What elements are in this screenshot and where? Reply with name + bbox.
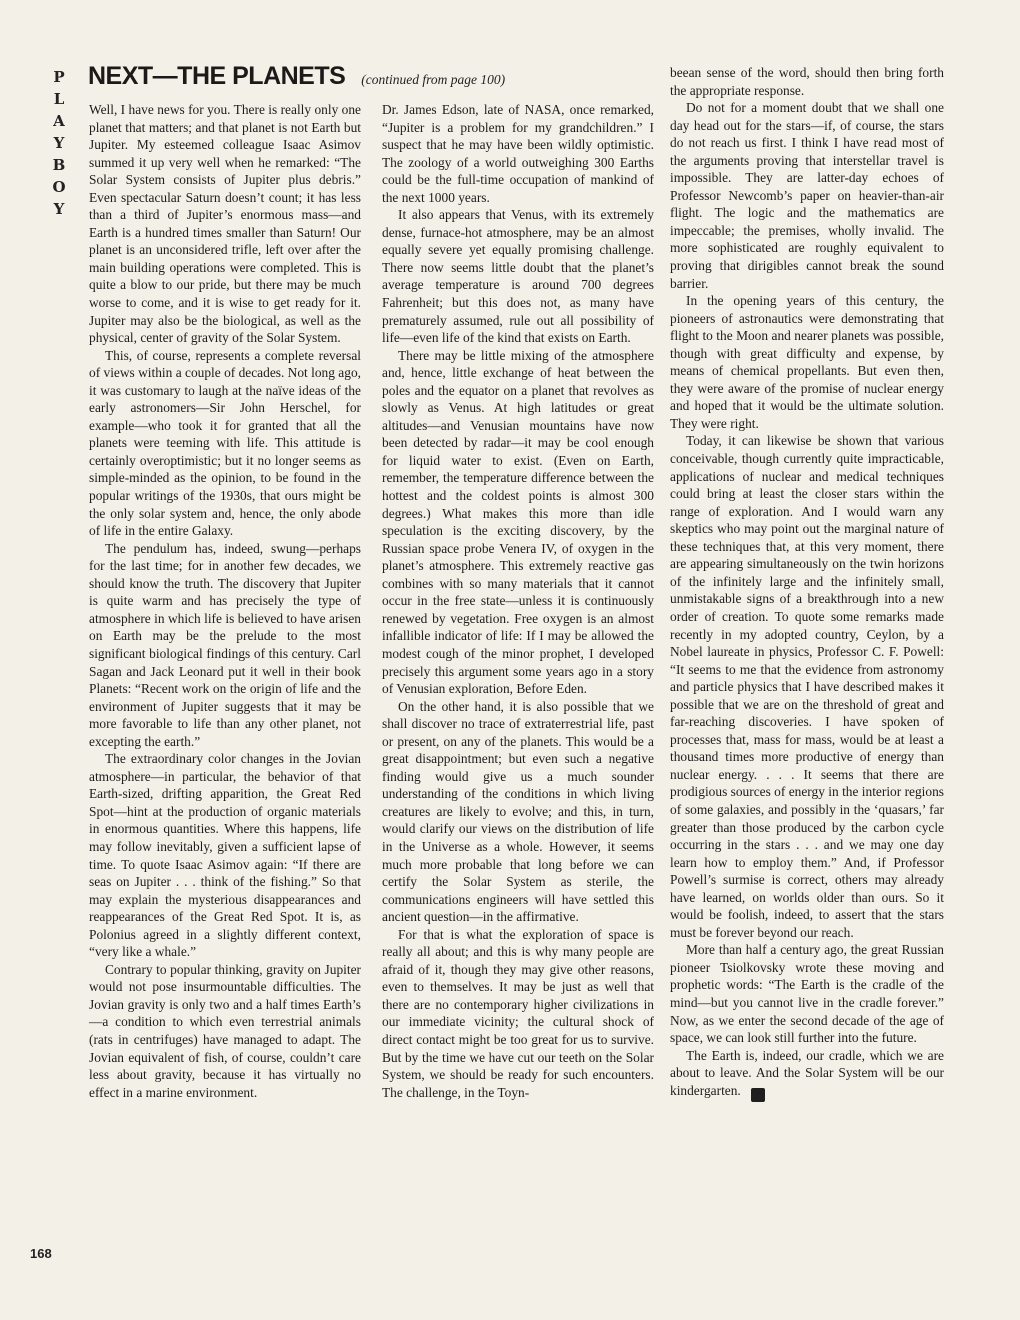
paragraph: Dr. James Edson, late of NASA, once remarked, “Jupiter is a problem for my grandchildren.” I suspect that he may have been wildly optimistic. The zoology of a world outweighing 300 Earths could be the full-time occupation of mankind of the next 1000 years.	[382, 102, 654, 205]
paragraph: Today, it can likewise be shown that various conceivable, though currently quite impracticable, applications of nuclear and medical techniques could bring at least the closer stars within the range of exploration. And I would warn any skeptics who may point out the marginal nature of these techniques that, at this very moment, there are appearing simultaneously on the twin horizons of the infinitely large and the infinitely small, unmistakable signs of a breakthrough into a new order of creation. To quote some remarks made recently in my adopted country, Ceylon, by a Nobel laureate in physics, Professor C. F. Powell: “It seems to me that the evidence from astronomy and particle physics that I have described makes it possible that we are on the threshold of great and far-reaching discoveries. I have spoken of processes that, mass for mass, would be at least a thousand times more productive of energy than nuclear energy. . . . It seems that there are prodigious sources of energy in the interior regions of some galaxies, and possibly in the ‘quasars,’ far greater than those produced by the carbon cycle occurring in the stars . . . and we may one day learn how to employ them.” And, if Professor Powell’s surmise is correct, others may already have learned, on worlds older than ours. So it would be foolish, indeed, to assert that the stars must be forever beyond our reach.	[670, 433, 944, 940]
rabbit-head-end-mark-icon: ♠	[751, 1088, 765, 1102]
paragraph: This, of course, represents a complete reversal of views within a couple of decades. Not long ago, it was customary to laugh at the naïve ideas of the early astronomers—Sir John Herschel, for example—who took it for granted that all the planets were teeming with life. This attitude is certainly overoptimistic; but it no longer seems as simple-minded as the opinion, to be found in the popular writings of the 1930s, that ours might be the only solar system and, hence, the only abode of life in the entire Galaxy.	[89, 347, 361, 539]
paragraph: On the other hand, it is also possible that we shall discover no trace of extraterrestrial life, past or present, on any of the planets. This would be a great disappointment; but even such a negative finding would give us a much sounder understanding of the conditions in which living creatures are likely to evolve; and this, in turn, would clarify our views on the distribution of life in the Universe as a whole. However, it seems much more probable that long before we can certify the Solar System as sterile, the communications engineers will have settled this ancient question—in the affirmative.	[382, 698, 654, 925]
paragraph: The pendulum has, indeed, swung—perhaps for the last time; for in another few decades, we should know the truth. The discovery that Jupiter is quite warm and has precisely the type of atmosphere in which life is believed to have arisen on Earth may be the prelude to the most significant biological findings of this century. Carl Sagan and Jack Leonard put it well in their book Planets: “Recent work on the origin of life and the environment of Jupiter suggests that it may be more favorable to life than any other planet, not excepting the earth.”	[89, 540, 361, 749]
paragraph: Well, I have news for you. There is really only one planet that matters; and that planet is not Earth but Jupiter. My esteemed colleague Isaac Asimov summed it up very well when he remarked: “The Solar System consists of Jupiter plus debris.” Even spectacular Saturn doesn’t count; it has less than a third of Jupiter’s enormous mass—and Earth is a hundred times smaller than Saturn! Our planet is an unconsidered trifle, left over after the main building operations were completed. This is quite a blow to our pride, but there may be much worse to come, and it is wise to get ready for it. Jupiter may also be the biological, as well as the physical, center of gravity of the Solar System.	[89, 102, 361, 346]
paragraph: More than half a century ago, the great Russian pioneer Tsiolkovsky wrote these moving and prophetic words: “The Earth is the cradle of the mind—but you cannot live in the cradle forever.” Now, as we enter the second decade of the age of space, we can look still further into the future.	[670, 942, 944, 1046]
last-paragraph	[670, 1047, 944, 1102]
side-label-letter: L	[53, 90, 65, 108]
paragraph: beean sense of the word, should then bring forth the appropriate response.	[670, 65, 944, 98]
side-label-letter: P	[53, 68, 65, 86]
paragraph: There may be little mixing of the atmosphere and, hence, little exchange of heat between the poles and the equator on a planet that revolves as slowly as Venus. At high latitudes or great altitudes—and Venusian mountains have now been detected by radar—it may be cool enough for liquid water to exist. (Even on Earth, remember, the temperature difference between the hottest and the coldest points is almost 300 degrees.) What makes this more than idle speculation is the exciting discovery, by the Russian space probe Venera IV, of oxygen in the planet’s atmosphere. This extremely reactive gas combines with so many materials that it cannot occur in the free state—unless it is continuously renewed by vegetation. Free oxygen is an almost infallible indicator of life: If I may be allowed the modest cough of the minor prophet, I developed precisely this argument some years ago in a story of Venusian exploration, Before Eden.	[382, 347, 654, 697]
side-label-letter: O	[52, 178, 66, 196]
continued-from-note: (continued from page 100)	[361, 72, 506, 87]
paragraph: In the opening years of this century, the pioneers of astronautics were demonstrating that flight to the Moon and nearer planets was possible, though with great difficulty and expense, by means of chemical propellants. But even then, they were aware of the promise of nuclear energy and hoped that it would be the ultimate solution. They were right.	[670, 293, 944, 431]
paragraph: Contrary to popular thinking, gravity on Jupiter would not pose insurmountable difficulties. The Jovian gravity is only two and a half times Earth’s—a condition to which even terrestrial animals (rats in centrifuges) have managed to adapt. The Jovian equivalent of fish, of course, couldn’t care less about gravity, because it has virtually no effect in a marine environment.	[89, 961, 361, 1100]
text-column-2	[382, 101, 654, 1101]
paragraph: The extraordinary color changes in the Jovian atmosphere—in particular, the behavior of that Earth-sized, drifting apparition, the Great Red Spot—hint at the production of organic materials in enormous quantities. Where this happens, life may follow inevitably, given a sufficient lapse of time. To quote Isaac Asimov again: “If there are seas on Jupiter . . . think of the fishing.” So that may explain the mysterious disappearances and reappearances of the Great Red Spot. It is, as Polonius agreed in a slightly different context, “very like a whale.”	[89, 751, 361, 960]
page-number: 168	[30, 1246, 52, 1261]
paragraph: It also appears that Venus, with its extremely dense, furnace-hot atmosphere, may be an almost equally severe yet equally promising challenge. There now seems little doubt that the planet’s average temperature is around 700 degrees Fahrenheit; but this does not, as many have prematurely assumed, rule out all possibility of life—even life of the kind that exists on Earth.	[382, 207, 654, 346]
paragraph: Do not for a moment doubt that we shall one day head out for the stars—if, of course, the stars do not reach us first. I think I have read most of the arguments proving that interstellar travel is impossible. They are latter-day echoes of Professor Newcomb’s paper on heavier-than-air flight. The logic and the mathematics are impeccable; the premises, wholly invalid. The more sophisticated are roughly equivalent to proving that dirigibles cannot break the sound barrier.	[670, 100, 944, 291]
article-title: NEXT—THE PLANETS	[88, 62, 346, 90]
side-label-letter: B	[52, 156, 66, 174]
side-label-letter: Y	[53, 200, 65, 218]
paragraph: For that is what the exploration of space is really all about; and this is why many people are afraid of it, though they may give other reasons, even to themselves. It may be just as well that there are no contemporary higher civilizations in our immediate vicinity; the cultural shock of direct contact might be too great for us to survive. But by the time we have cut our teeth on the Solar System, we should be ready for such encounters. The challenge, in the Toyn-	[382, 926, 654, 1100]
side-label-letter: Y	[53, 134, 65, 152]
magazine-side-label	[50, 66, 68, 220]
paragraph-text: The Earth is, indeed, our cradle, which we are about to leave. And the Solar System will be our kindergarten.	[670, 1047, 944, 1098]
text-column-3	[670, 64, 944, 1102]
text-column-1	[89, 101, 361, 1101]
article-headline	[88, 62, 505, 91]
side-label-letter: A	[53, 112, 65, 130]
